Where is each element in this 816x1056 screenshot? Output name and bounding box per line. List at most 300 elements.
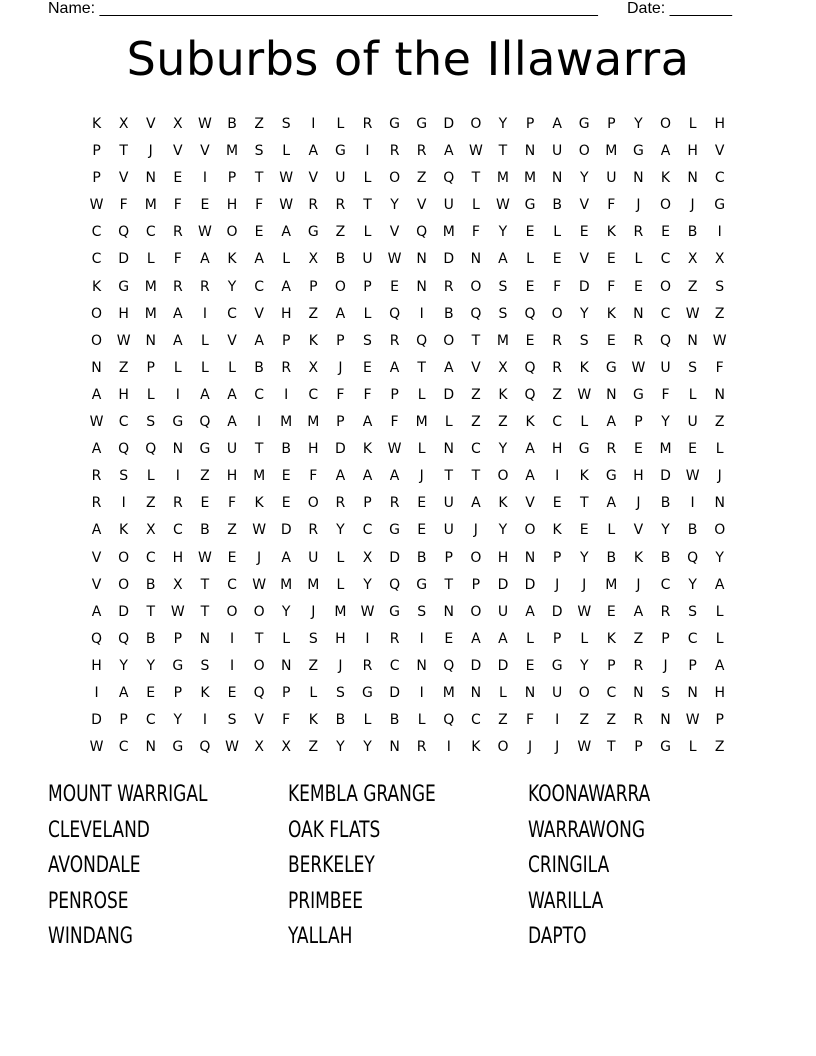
grid-cell: E: [661, 224, 670, 241]
grid-cell: E: [525, 278, 535, 295]
grid-cell: F: [173, 251, 182, 268]
grid-cell: W: [252, 522, 267, 539]
grid-cell: B: [389, 712, 400, 729]
grid-cell: P: [634, 414, 643, 431]
grid-cell: L: [607, 522, 616, 539]
grid-cell: G: [660, 739, 671, 756]
grid-cell: G: [389, 603, 400, 620]
grid-cell: T: [417, 359, 426, 376]
grid-cell: R: [660, 603, 671, 620]
grid-cell: G: [551, 657, 563, 674]
grid-cell: H: [118, 386, 129, 403]
grid-cell: Y: [227, 278, 237, 295]
grid-cell: T: [363, 197, 372, 214]
grid-cell: O: [497, 468, 509, 485]
grid-cell: P: [92, 170, 101, 187]
grid-cell: A: [525, 441, 535, 458]
page-title: Suburbs of the Illawarra: [126, 32, 690, 86]
grid-cell: I: [419, 630, 424, 647]
grid-cell: Y: [498, 224, 508, 241]
grid-cell: K: [552, 522, 562, 539]
grid-cell: B: [227, 116, 237, 132]
grid-cell: O: [551, 305, 563, 322]
grid-cell: T: [607, 739, 616, 756]
grid-cell: Z: [714, 414, 725, 431]
grid-cell: A: [335, 468, 346, 485]
grid-cell: O: [660, 197, 672, 214]
grid-cell: E: [579, 224, 589, 241]
grid-cell: V: [173, 143, 183, 160]
grid-cell: D: [389, 684, 400, 701]
grid-cell: Q: [199, 739, 211, 756]
grid-cell: B: [606, 549, 617, 566]
grid-cell: L: [688, 116, 697, 132]
grid-cell: I: [717, 224, 722, 241]
grid-cell: O: [334, 278, 346, 295]
grid-cell: R: [362, 657, 373, 674]
grid-cell: E: [633, 441, 643, 458]
grid-cell: E: [281, 468, 291, 485]
grid-cell: Y: [498, 441, 508, 458]
grid-cell: W: [89, 197, 104, 214]
grid-cell: X: [498, 359, 508, 376]
grid-cell: A: [173, 332, 183, 349]
grid-cell: M: [659, 441, 672, 458]
grid-cell: I: [555, 712, 560, 729]
grid-cell: C: [552, 414, 563, 431]
grid-cell: J: [338, 657, 343, 674]
grid-cell: V: [200, 143, 210, 160]
grid-cell: N: [145, 332, 156, 349]
grid-cell: L: [282, 251, 291, 268]
grid-cell: M: [442, 224, 455, 241]
grid-cell: K: [579, 359, 589, 376]
grid-cell: P: [607, 116, 616, 132]
word-list-item: MOUNT WARRIGAL: [48, 782, 208, 807]
grid-cell: F: [661, 386, 670, 403]
grid-cell: R: [172, 224, 183, 241]
grid-cell: A: [606, 495, 617, 512]
grid-cell: I: [202, 305, 207, 322]
grid-cell: N: [443, 441, 454, 458]
grid-cell: E: [579, 522, 589, 539]
grid-cell: G: [416, 576, 428, 593]
grid-cell: X: [254, 739, 264, 756]
grid-cell: O: [470, 549, 482, 566]
grid-cell: K: [471, 739, 481, 756]
word-list-item: YALLAH: [288, 924, 353, 950]
grid-cell: Q: [118, 441, 130, 458]
grid-cell: Y: [336, 739, 345, 756]
grid-cell: C: [145, 712, 156, 729]
grid-cell: N: [687, 170, 698, 187]
grid-cell: A: [281, 278, 291, 295]
grid-cell: F: [363, 386, 372, 403]
grid-cell: L: [471, 197, 480, 214]
word-list-item: PRIMBEE: [288, 888, 363, 914]
grid-cell: R: [552, 359, 562, 376]
grid-cell: Q: [524, 305, 536, 322]
grid-cell: P: [444, 549, 453, 566]
grid-cell: S: [498, 278, 508, 295]
grid-cell: Q: [524, 386, 536, 403]
grid-cell: N: [470, 684, 482, 701]
grid-cell: Y: [634, 116, 643, 132]
grid-cell: F: [255, 197, 264, 214]
grid-cell: V: [308, 170, 319, 187]
grid-cell: A: [91, 441, 102, 458]
grid-cell: E: [606, 251, 616, 268]
grid-cell: S: [146, 414, 156, 431]
grid-cell: D: [578, 278, 590, 295]
grid-cell: Z: [498, 414, 508, 431]
grid-cell: J: [555, 576, 560, 593]
grid-cell: K: [525, 414, 535, 431]
grid-cell: J: [663, 657, 668, 674]
grid-cell: G: [632, 386, 644, 403]
grid-cell: R: [389, 495, 400, 512]
grid-cell: A: [173, 305, 183, 322]
grid-cell: Y: [579, 305, 589, 322]
grid-cell: L: [526, 630, 534, 647]
grid-cell: F: [336, 386, 345, 403]
grid-cell: P: [552, 630, 562, 647]
grid-cell: E: [633, 278, 643, 295]
grid-cell: T: [254, 441, 264, 458]
grid-cell: B: [552, 197, 562, 214]
grid-cell: N: [551, 170, 563, 187]
grid-cell: I: [229, 630, 235, 647]
grid-cell: P: [119, 712, 128, 729]
grid-cell: B: [145, 576, 156, 593]
grid-cell: N: [145, 170, 156, 187]
grid-cell: Q: [118, 630, 130, 647]
grid-cell: F: [471, 224, 480, 241]
grid-cell: L: [715, 441, 724, 458]
grid-cell: V: [254, 712, 264, 729]
grid-cell: R: [633, 657, 644, 674]
grid-cell: D: [118, 603, 130, 620]
grid-cell: G: [714, 197, 726, 214]
grid-cell: H: [280, 305, 292, 322]
grid-cell: G: [632, 143, 644, 160]
grid-cell: S: [688, 603, 698, 620]
grid-cell: P: [525, 116, 535, 132]
grid-cell: A: [498, 251, 508, 268]
grid-cell: A: [91, 386, 102, 403]
grid-cell: Q: [145, 441, 157, 458]
grid-cell: Z: [714, 305, 725, 322]
grid-cell: R: [362, 116, 373, 132]
grid-cell: V: [633, 522, 644, 539]
grid-cell: Z: [254, 116, 264, 132]
grid-cell: S: [119, 468, 129, 485]
grid-cell: I: [419, 305, 424, 322]
grid-cell: Z: [308, 657, 319, 674]
grid-cell: S: [688, 359, 698, 376]
grid-cell: A: [660, 143, 671, 160]
grid-cell: Q: [416, 332, 428, 349]
grid-cell: M: [144, 305, 157, 322]
grid-cell: Q: [443, 657, 455, 674]
grid-cell: E: [525, 224, 535, 241]
grid-cell: G: [389, 116, 400, 132]
grid-cell: V: [227, 332, 237, 349]
grid-cell: H: [335, 630, 346, 647]
grid-cell: H: [226, 468, 238, 485]
grid-cell: O: [389, 170, 401, 187]
grid-cell: O: [226, 224, 238, 241]
grid-cell: Z: [416, 170, 427, 187]
grid-cell: A: [389, 468, 400, 485]
grid-cell: Z: [606, 712, 617, 729]
grid-cell: K: [579, 468, 589, 485]
grid-cell: V: [145, 116, 156, 132]
grid-cell: F: [390, 414, 399, 431]
grid-cell: E: [254, 224, 264, 241]
grid-cell: K: [660, 170, 671, 187]
grid-cell: S: [281, 116, 291, 132]
grid-cell: E: [688, 441, 698, 458]
grid-cell: C: [227, 305, 237, 322]
grid-cell: D: [443, 251, 455, 268]
grid-cell: H: [551, 441, 563, 458]
grid-cell: B: [145, 630, 156, 647]
grid-cell: H: [118, 305, 129, 322]
grid-cell: O: [307, 495, 319, 512]
grid-cell: G: [362, 684, 373, 701]
grid-cell: P: [227, 170, 237, 187]
grid-cell: O: [524, 522, 536, 539]
grid-cell: R: [633, 712, 644, 729]
grid-cell: V: [118, 170, 129, 187]
grid-cell: Y: [173, 712, 183, 729]
grid-cell: I: [365, 630, 370, 647]
grid-cell: W: [198, 549, 212, 566]
grid-cell: Z: [118, 359, 129, 376]
grid-cell: R: [416, 143, 427, 160]
grid-cell: I: [202, 712, 207, 729]
grid-cell: P: [390, 386, 399, 403]
grid-cell: N: [687, 684, 698, 701]
grid-cell: S: [254, 143, 264, 160]
grid-cell: I: [121, 495, 126, 512]
grid-cell: G: [578, 441, 590, 458]
grid-cell: A: [200, 386, 210, 403]
grid-cell: Q: [687, 549, 699, 566]
grid-cell: C: [254, 386, 264, 403]
grid-cell: L: [417, 712, 426, 729]
grid-cell: T: [200, 576, 210, 593]
grid-cell: C: [91, 224, 102, 241]
grid-cell: E: [363, 359, 372, 376]
grid-cell: M: [253, 468, 266, 485]
grid-cell: S: [308, 630, 318, 647]
grid-cell: Y: [390, 197, 399, 214]
grid-cell: L: [201, 359, 209, 376]
grid-cell: G: [578, 116, 590, 132]
grid-cell: C: [308, 386, 319, 403]
grid-cell: Q: [389, 305, 401, 322]
grid-cell: Z: [200, 468, 210, 485]
grid-cell: D: [335, 441, 346, 458]
grid-cell: C: [687, 630, 698, 647]
grid-cell: U: [443, 522, 454, 539]
grid-cell: S: [661, 684, 670, 701]
grid-cell: V: [471, 359, 481, 376]
word-list-item: KEMBLA GRANGE: [288, 782, 436, 807]
grid-cell: N: [199, 630, 211, 647]
grid-cell: P: [471, 576, 481, 593]
grid-cell: O: [91, 305, 103, 322]
word-list-item: WARILLA: [528, 888, 604, 914]
grid-cell: Q: [253, 684, 265, 701]
grid-cell: I: [690, 495, 695, 512]
grid-cell: K: [498, 386, 508, 403]
grid-cell: E: [525, 657, 535, 674]
grid-cell: K: [606, 305, 616, 322]
grid-cell: L: [553, 224, 562, 241]
grid-cell: N: [172, 441, 184, 458]
grid-cell: C: [118, 739, 129, 756]
grid-cell: W: [685, 712, 700, 729]
grid-cell: K: [362, 441, 373, 458]
grid-cell: O: [443, 332, 455, 349]
grid-cell: L: [688, 386, 697, 403]
grid-cell: H: [633, 468, 644, 485]
grid-cell: U: [362, 251, 373, 268]
grid-cell: F: [282, 712, 291, 729]
grid-cell: B: [660, 549, 671, 566]
grid-cell: Z: [471, 414, 481, 431]
grid-cell: W: [685, 468, 700, 485]
grid-cell: P: [146, 359, 155, 376]
grid-cell: Q: [389, 576, 401, 593]
grid-cell: K: [91, 116, 102, 132]
grid-cell: M: [605, 143, 618, 160]
grid-cell: T: [254, 170, 264, 187]
grid-cell: R: [633, 224, 644, 241]
grid-cell: M: [605, 576, 618, 593]
grid-cell: N: [443, 603, 454, 620]
grid-cell: B: [335, 251, 346, 268]
grid-cell: C: [172, 522, 183, 539]
grid-cell: A: [118, 684, 129, 701]
grid-cell: C: [660, 305, 671, 322]
grid-cell: S: [715, 278, 725, 295]
grid-cell: R: [606, 441, 617, 458]
grid-cell: I: [446, 739, 451, 756]
grid-cell: C: [254, 278, 264, 295]
grid-cell: P: [363, 495, 372, 512]
grid-cell: E: [281, 495, 291, 512]
grid-cell: A: [281, 224, 291, 241]
grid-cell: J: [419, 468, 424, 485]
grid-cell: Q: [199, 414, 211, 431]
grid-cell: L: [499, 684, 507, 701]
grid-cell: S: [200, 657, 210, 674]
grid-cell: A: [471, 630, 481, 647]
grid-cell: L: [336, 576, 345, 593]
grid-cell: H: [226, 197, 238, 214]
grid-cell: O: [714, 522, 726, 539]
grid-cell: Y: [336, 522, 345, 539]
grid-cell: J: [311, 603, 316, 620]
grid-cell: E: [552, 495, 562, 512]
grid-cell: F: [607, 197, 616, 214]
grid-cell: A: [389, 359, 400, 376]
grid-cell: D: [443, 116, 455, 132]
grid-cell: J: [636, 197, 641, 214]
grid-cell: Y: [579, 170, 589, 187]
grid-cell: E: [173, 170, 183, 187]
grid-cell: A: [714, 657, 725, 674]
grid-cell: I: [419, 684, 424, 701]
grid-cell: K: [227, 251, 237, 268]
grid-cell: O: [253, 657, 265, 674]
grid-cell: Q: [416, 224, 428, 241]
grid-cell: E: [444, 630, 454, 647]
grid-cell: A: [362, 414, 373, 431]
grid-cell: P: [336, 332, 345, 349]
grid-cell: A: [254, 251, 264, 268]
grid-cell: Y: [498, 522, 508, 539]
grid-cell: F: [119, 197, 128, 214]
grid-cell: U: [552, 143, 563, 160]
grid-cell: J: [555, 739, 560, 756]
grid-cell: C: [145, 224, 156, 241]
grid-cell: R: [335, 495, 346, 512]
grid-cell: C: [227, 576, 237, 593]
grid-cell: Y: [146, 657, 156, 674]
grid-cell: P: [173, 684, 183, 701]
grid-cell: K: [606, 630, 616, 647]
grid-cell: N: [687, 332, 698, 349]
grid-cell: A: [200, 251, 210, 268]
grid-cell: U: [660, 359, 671, 376]
grid-cell: E: [525, 332, 535, 349]
grid-cell: W: [279, 197, 294, 214]
grid-cell: G: [416, 116, 428, 132]
grid-cell: E: [552, 251, 562, 268]
grid-cell: A: [281, 549, 291, 566]
grid-cell: L: [228, 359, 236, 376]
grid-cell: H: [91, 657, 102, 674]
grid-cell: G: [389, 522, 400, 539]
grid-cell: T: [200, 603, 210, 620]
grid-cell: A: [552, 116, 562, 132]
grid-cell: P: [688, 657, 697, 674]
header: [48, 0, 748, 20]
grid-cell: A: [227, 386, 237, 403]
grid-cell: F: [227, 495, 237, 512]
grid-cell: L: [146, 468, 155, 485]
grid-cell: L: [363, 170, 372, 187]
grid-cell: J: [582, 576, 587, 593]
grid-cell: L: [363, 305, 372, 322]
grid-cell: G: [199, 441, 211, 458]
grid-cell: F: [607, 278, 616, 295]
grid-cell: L: [146, 251, 155, 268]
grid-cell: R: [308, 522, 319, 539]
grid-cell: L: [688, 739, 697, 756]
grid-cell: K: [633, 549, 644, 566]
grid-cell: A: [606, 414, 617, 431]
grid-cell: K: [119, 522, 129, 539]
grid-cell: B: [416, 549, 427, 566]
grid-cell: P: [281, 332, 291, 349]
grid-cell: P: [281, 684, 291, 701]
